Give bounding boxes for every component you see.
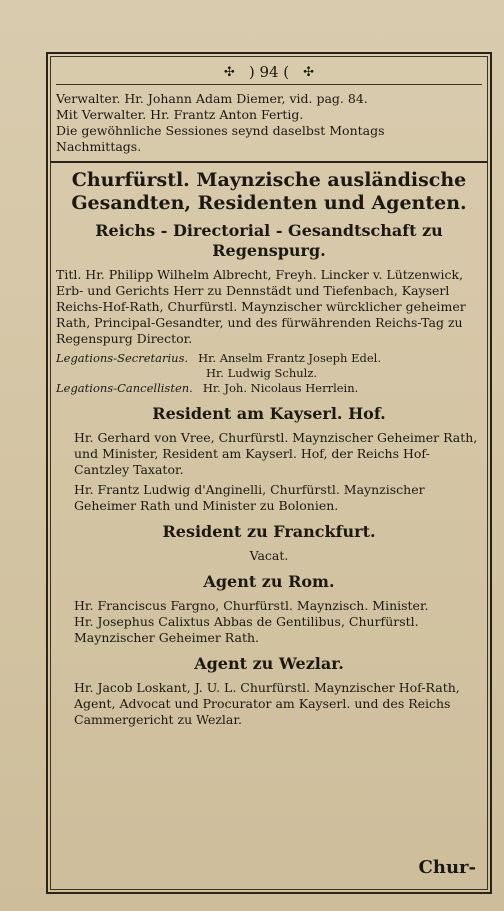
- staff-name: Hr. Joh. Nicolaus Herrlein.: [202, 381, 359, 395]
- vacat-text: Vacat.: [249, 548, 289, 563]
- agent-rom-heading: Agent zu Rom.: [203, 572, 335, 591]
- intro-line: Verwalter. Hr. Johann Adam Diemer, vid. pag. 84.: [56, 91, 368, 106]
- staff-row: [56, 351, 482, 366]
- page-content: [56, 60, 482, 886]
- staff-name: Hr. Anselm Frantz Joseph Edel.: [198, 351, 381, 365]
- staff-name: Hr. Ludwig Schulz.: [206, 366, 318, 380]
- intro-line: Die gewöhnliche Sessiones seynd daselbst Montags: [56, 123, 385, 138]
- agent-wezlar-heading: Agent zu Wezlar.: [194, 654, 344, 673]
- resident-kayserl-paragraph: Hr. Frantz Ludwig d'Anginelli, Churfürstl. Maynzischer Geheimer Rath und Minister zu Bolonien.: [74, 482, 425, 513]
- staff-role: Legations-Secretarius.: [56, 351, 189, 365]
- resident-franckfurt-heading: Resident zu Franckfurt.: [162, 522, 376, 541]
- page-header: [56, 60, 482, 85]
- staff-row: [56, 366, 482, 381]
- ornament-right-icon: ✣: [303, 64, 315, 80]
- agent-wezlar-paragraph: Hr. Jacob Loskant, J. U. L. Churfürstl. Maynzischer Hof-Rath, Agent, Advocat und Procurator am Kayserl. und des Reichs Cammergericht zu Wezlar.: [74, 680, 460, 727]
- ornament-left-icon: ✣: [223, 64, 235, 80]
- intro-line: Mit Verwalter. Hr. Frantz Anton Fertig.: [56, 107, 304, 122]
- staff-role: Legations-Cancellisten.: [56, 381, 193, 395]
- section-divider: [50, 161, 488, 163]
- intro-block: [56, 91, 482, 155]
- page-title: Churfürstl. Maynzische ausländische Gesandten, Residenten und Agenten.: [71, 169, 467, 214]
- staff-row: [56, 381, 482, 396]
- catchword: Chur-: [418, 857, 476, 878]
- agent-rom-paragraph: Hr. Josephus Calixtus Abbas de Gentilibus, Churfürstl. Maynzischer Geheimer Rath.: [74, 614, 419, 645]
- agent-rom-paragraph: Hr. Franciscus Fargno, Churfürstl. Maynzisch. Minister.: [74, 598, 429, 613]
- page-number: ) 94 (: [248, 63, 290, 81]
- reichs-heading: Reichs - Directorial - Gesandtschaft zu Regenspurg.: [95, 221, 443, 260]
- resident-kayserl-paragraph: Hr. Gerhard von Vree, Churfürstl. Maynzischer Geheimer Rath, und Minister, Resident am Kayserl. Hof, der Reichs Hof-Cantzley Taxator.: [74, 430, 478, 477]
- resident-kayserl-heading: Resident am Kayserl. Hof.: [152, 404, 386, 423]
- intro-line: Nachmittags.: [56, 139, 142, 154]
- reichs-staff: [56, 351, 482, 396]
- reichs-paragraph: Titl. Hr. Philipp Wilhelm Albrecht, Freyh. Lincker v. Lützenwick, Erb- und Gerichts Herr zu Dennstädt und Tiefenbach, Kayserl Reichs-Hof-Rath, Churfürstl. Maynzischer würcklicher geheimer Rath, Principal-Gesandter, und des fürwährenden Reichs-Tag zu Regenspurg Director.: [56, 267, 466, 346]
